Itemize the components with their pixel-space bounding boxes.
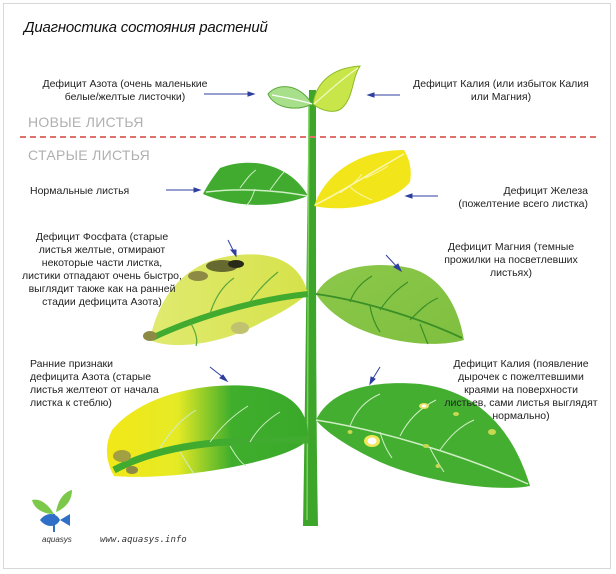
label-phosphate: Дефицит Фосфата (старые листья желтые, отмирают некоторые части листка, листики отпадают очень быстро, выглядит также как на ранней стадии дефицита Азота) bbox=[22, 231, 182, 308]
new-leaf-nitrogen bbox=[268, 87, 312, 109]
leaf-iron bbox=[314, 150, 411, 208]
aquasys-logo bbox=[32, 490, 72, 532]
logo-name: aquasys bbox=[42, 535, 72, 544]
label-nitrogen-new: Дефицит Азота (очень маленькие белые/желтые листочки) bbox=[42, 78, 208, 103]
label-magnesium: Дефицит Магния (темные прожилки на посветлевших листьях) bbox=[444, 241, 578, 279]
section-divider bbox=[20, 136, 596, 138]
label-nitrogen-early: Ранние признаки дефицита Азота (старые листья желтеют от начала листка к стеблю) bbox=[30, 358, 159, 409]
page-title: Диагностика состояния растений bbox=[24, 19, 268, 36]
section-old-leaves: СТАРЫЕ ЛИСТЬЯ bbox=[28, 147, 151, 163]
leaf-normal bbox=[203, 163, 308, 206]
site-url: www.aquasys.info bbox=[100, 535, 187, 545]
new-leaf-potassium bbox=[313, 66, 360, 111]
label-normal: Нормальные листья bbox=[30, 185, 130, 197]
label-potassium-new: Дефицит Калия (или избыток Калия или Магния) bbox=[413, 78, 589, 103]
label-iron: Дефицит Железа (пожелтение всего листка) bbox=[458, 185, 588, 210]
stem bbox=[303, 90, 318, 526]
label-potassium-old: Дефицит Калия (появление дырочек с пожелтевшими краями на поверхности листьев, сами листья выглядят нормально) bbox=[444, 358, 598, 422]
section-new-leaves: НОВЫЕ ЛИСТЬЯ bbox=[28, 114, 144, 130]
